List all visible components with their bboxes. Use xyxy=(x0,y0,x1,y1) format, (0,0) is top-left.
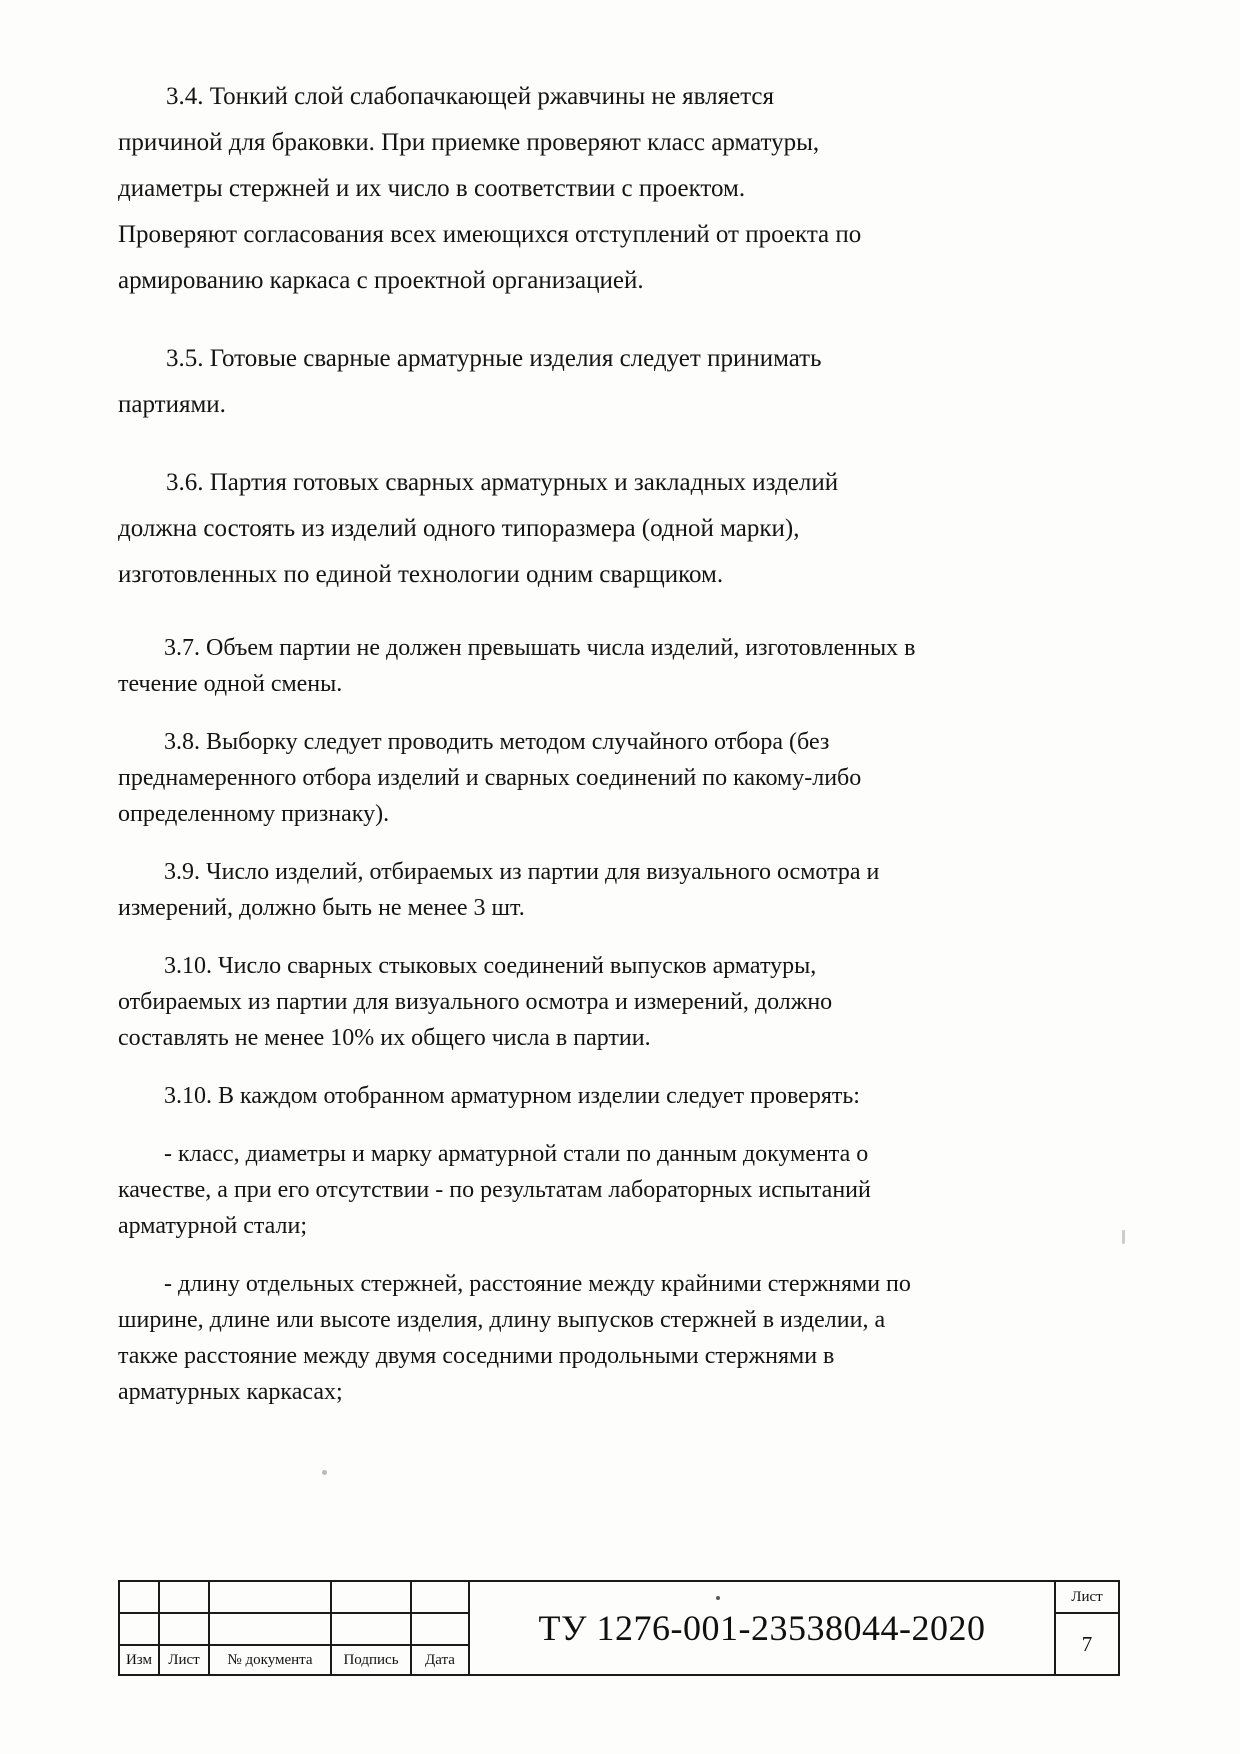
paragraph-line: 3.9. Число изделий, отбираемых из партии для визуального осмотра и xyxy=(164,859,880,885)
paragraph-line: - класс, диаметры и марку арматурной стали по данным документа о xyxy=(164,1141,869,1167)
cell-docnum-blank xyxy=(209,1613,331,1645)
paragraph-line: Проверяют согласования всех имеющихся отступлений от проекта по xyxy=(118,221,862,248)
cell-docnum-blank xyxy=(209,1581,331,1613)
document-body xyxy=(118,74,1118,1432)
cell-list-blank xyxy=(159,1581,209,1613)
list-item-lengths xyxy=(118,1266,1118,1410)
paragraph-line: ширине, длине или высоте изделия, длину выпусков стержней в изделии, а xyxy=(118,1307,886,1333)
column-header-doc-number: № документа xyxy=(209,1645,331,1675)
paragraph-line: диаметры стержней и их число в соответствии с проектом. xyxy=(118,175,746,202)
paragraph-line: причиной для браковки. При приемке проверяют класс арматуры, xyxy=(118,129,820,156)
paragraph-line: течение одной смены. xyxy=(118,671,343,697)
paragraph-3-6 xyxy=(118,460,1118,598)
paragraph-line: отбираемых из партии для визуального осмотра и измерений, должно xyxy=(118,989,833,1015)
cell-podpis-blank xyxy=(331,1613,411,1645)
paragraph-line: изготовленных по единой технологии одним сварщиком. xyxy=(118,561,724,588)
paragraph-line: 3.5. Готовые сварные арматурные изделия следует принимать xyxy=(166,345,822,372)
paragraph-3-10-first xyxy=(118,948,1118,1056)
sheet-label: Лист xyxy=(1055,1581,1119,1613)
paragraph-line: качестве, а при его отсутствии - по результатам лабораторных испытаний xyxy=(118,1177,871,1203)
cell-izm-blank xyxy=(119,1613,159,1645)
paragraph-3-7 xyxy=(118,630,1118,702)
paragraph-spacer xyxy=(118,616,1118,630)
column-header-list: Лист xyxy=(159,1645,209,1675)
paragraph-line: должна состоять из изделий одного типоразмера (одной марки), xyxy=(118,515,800,542)
paragraph-line: арматурной стали; xyxy=(118,1213,307,1239)
column-header-izm: Изм xyxy=(119,1645,159,1675)
sheet-number: 7 xyxy=(1055,1613,1119,1675)
paragraph-3-8 xyxy=(118,724,1118,832)
paragraph-line: 3.6. Партия готовых сварных арматурных и закладных изделий xyxy=(166,469,839,496)
paragraph-3-4 xyxy=(118,74,1118,304)
cell-list-blank xyxy=(159,1613,209,1645)
paragraph-line: преднамеренного отбора изделий и сварных соединений по какому-либо xyxy=(118,765,862,791)
paragraph-line: определенному признаку). xyxy=(118,801,390,827)
paragraph-line: также расстояние между двумя соседними продольными стержнями в xyxy=(118,1343,835,1369)
table-row xyxy=(119,1581,1119,1613)
paragraph-3-9 xyxy=(118,854,1118,926)
paragraph-line: 3.4. Тонкий слой слабопачкающей ржавчины не является xyxy=(166,83,775,110)
cell-data-blank xyxy=(411,1613,469,1645)
paragraph-line: 3.7. Объем партии не должен превышать числа изделий, изготовленных в xyxy=(164,635,916,661)
paragraph-line: партиями. xyxy=(118,391,226,418)
paragraph-line: 3.8. Выборку следует проводить методом случайного отбора (без xyxy=(164,729,830,755)
column-header-data: Дата xyxy=(411,1645,469,1675)
paragraph-line: составлять не менее 10% их общего числа в партии. xyxy=(118,1025,651,1051)
paragraph-line: арматурных каркасах; xyxy=(118,1379,343,1405)
paragraph-3-10-second xyxy=(118,1078,1118,1114)
scan-artifact xyxy=(322,1470,327,1475)
paragraph-line: 3.10. В каждом отобранном арматурном изделии следует проверять: xyxy=(164,1083,860,1109)
title-block-table xyxy=(118,1580,1120,1676)
paragraph-line: 3.10. Число сварных стыковых соединений выпусков арматуры, xyxy=(164,953,817,979)
paragraph-line: армированию каркаса с проектной организацией. xyxy=(118,267,644,294)
cell-podpis-blank xyxy=(331,1581,411,1613)
document-number: ТУ 1276-001-23538044-2020 xyxy=(469,1581,1055,1675)
paragraph-spacer xyxy=(118,446,1118,460)
list-item-class-diameter xyxy=(118,1136,1118,1244)
cell-data-blank xyxy=(411,1581,469,1613)
column-header-podpis: Подпись xyxy=(331,1645,411,1675)
paragraph-spacer xyxy=(118,322,1118,336)
paragraph-line: - длину отдельных стержней, расстояние между крайними стержнями по xyxy=(164,1271,911,1297)
cell-izm-blank xyxy=(119,1581,159,1613)
scan-artifact xyxy=(1122,1230,1125,1244)
paragraph-line: измерений, должно быть не менее 3 шт. xyxy=(118,895,525,921)
paragraph-3-5 xyxy=(118,336,1118,428)
